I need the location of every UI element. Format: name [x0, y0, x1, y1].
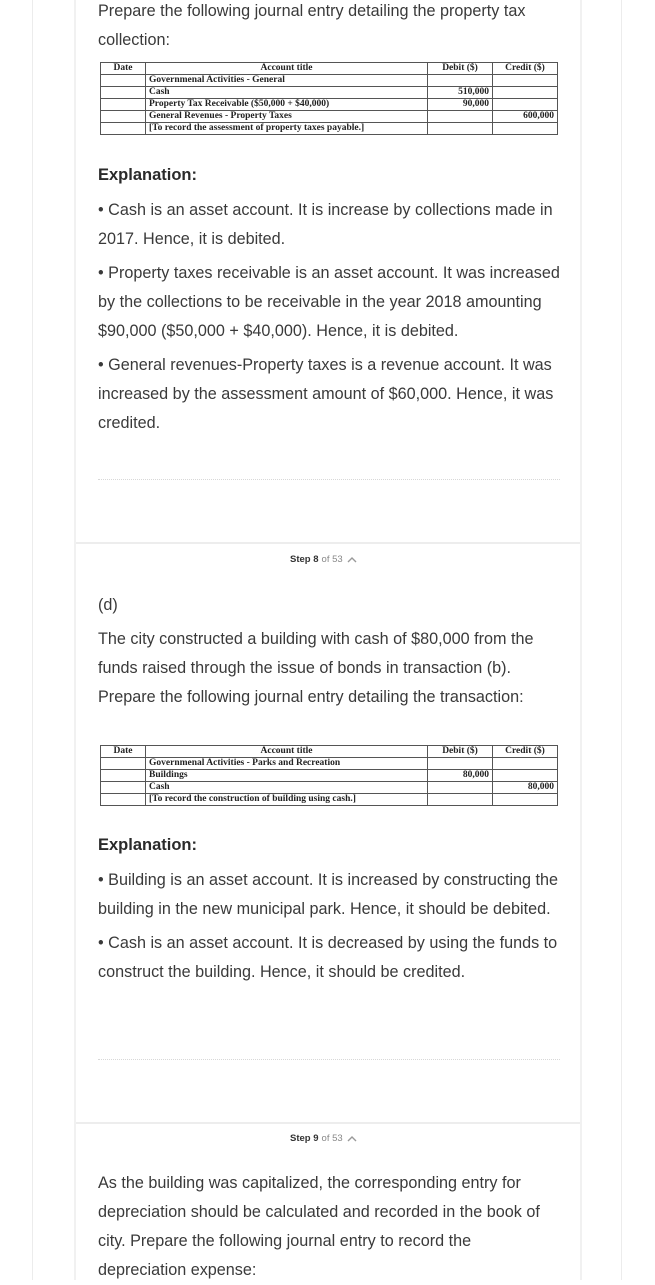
- journal-table: [100, 745, 558, 806]
- cell-date: [101, 782, 146, 794]
- cell-debit: 510,000: [428, 87, 493, 99]
- step7-intro: [98, 0, 560, 55]
- step-total: of 53: [321, 554, 343, 565]
- header-account-title: Account title: [146, 746, 428, 758]
- cell-credit: [493, 87, 558, 99]
- cell-account: General Revenues - Property Taxes: [146, 111, 428, 123]
- step-total: of 53: [321, 1133, 343, 1144]
- table-row: [101, 87, 558, 99]
- table-row: [101, 75, 558, 87]
- cell-date: [101, 794, 146, 806]
- divider: [98, 479, 560, 480]
- chevron-up-icon[interactable]: [346, 555, 358, 565]
- table-row: [101, 111, 558, 123]
- header-date: Date: [101, 746, 146, 758]
- cell-debit: [428, 123, 493, 135]
- header-debit: Debit ($): [428, 746, 493, 758]
- cell-credit: 600,000: [493, 111, 558, 123]
- cell-debit: 90,000: [428, 99, 493, 111]
- cell-debit: [428, 758, 493, 770]
- step-indicator[interactable]: [290, 1133, 358, 1144]
- table-row: [101, 794, 558, 806]
- cell-debit: [428, 782, 493, 794]
- cell-debit: [428, 794, 493, 806]
- part-label: (d): [98, 596, 118, 614]
- cell-credit: [493, 75, 558, 87]
- step-label: Step 9: [290, 1133, 319, 1144]
- cell-credit: [493, 123, 558, 135]
- part-e-text: As the building was capitalized, the corresponding entry for depreciation should be calculated and recorded in the book of city. Prepare the following journal entry to record the depreciation expense:: [98, 1174, 540, 1279]
- explanation-bullet: • Cash is an asset account. It is decreased by using the funds to construct the building. Hence, it should be credited.: [98, 934, 558, 981]
- journal-table-building: [100, 745, 562, 806]
- cell-credit: [493, 758, 558, 770]
- table-row: [101, 123, 558, 135]
- intro-text: Prepare the following journal entry detailing the property tax collection:: [98, 2, 526, 49]
- part-e: [98, 1169, 560, 1285]
- explanation-bullet: • Building is an asset account. It is increased by constructing the building in the new municipal park. Hence, it should be debited.: [98, 871, 559, 918]
- cell-credit: [493, 770, 558, 782]
- explanation-heading: Explanation:: [98, 836, 198, 854]
- header-credit: Credit ($): [493, 746, 558, 758]
- header-credit: Credit ($): [493, 63, 558, 75]
- cell-debit: [428, 75, 493, 87]
- explanation-heading: Explanation:: [98, 166, 198, 184]
- table-row: [101, 782, 558, 794]
- cell-account: [To record the construction of building using cash.]: [146, 794, 428, 806]
- section-separator: [76, 542, 580, 544]
- header-date: Date: [101, 63, 146, 75]
- cell-date: [101, 758, 146, 770]
- cell-debit: [428, 111, 493, 123]
- explanation-bullet: • General revenues-Property taxes is a revenue account. It was increased by the assessment amount of $60,000. Hence, it was credited.: [98, 356, 554, 432]
- cell-credit: [493, 99, 558, 111]
- cell-date: [101, 123, 146, 135]
- cell-date: [101, 770, 146, 782]
- table-header-row: [101, 746, 558, 758]
- part-d-text: The city constructed a building with cash of $80,000 from the funds raised through the issue of bonds in transaction (b). Prepare the following journal entry detailing the transaction:: [98, 630, 534, 706]
- table-header-row: [101, 63, 558, 75]
- step-label: Step 8: [290, 554, 319, 565]
- table-row: [101, 770, 558, 782]
- cell-date: [101, 99, 146, 111]
- cell-credit: 80,000: [493, 782, 558, 794]
- explanation-bullet: • Cash is an asset account. It is increase by collections made in 2017. Hence, it is debited.: [98, 201, 553, 248]
- divider: [98, 1059, 560, 1060]
- cell-date: [101, 75, 146, 87]
- cell-debit: 80,000: [428, 770, 493, 782]
- cell-date: [101, 87, 146, 99]
- cell-date: [101, 111, 146, 123]
- header-account-title: Account title: [146, 63, 428, 75]
- cell-account: Cash: [146, 782, 428, 794]
- journal-table: [100, 62, 558, 135]
- chevron-up-icon[interactable]: [346, 1134, 358, 1144]
- cell-account: Property Tax Receivable ($50,000 + $40,000): [146, 99, 428, 111]
- step-indicator[interactable]: [290, 554, 358, 565]
- cell-account: Governmenal Activities - General: [146, 75, 428, 87]
- cell-account: Buildings: [146, 770, 428, 782]
- explanation-bullet: • Property taxes receivable is an asset account. It was increased by the collections to be receivable in the year 2018 amounting $90,000 ($50,000 + $40,000). Hence, it is debited.: [98, 264, 560, 340]
- table-row: [101, 758, 558, 770]
- explanation-section-1: [98, 162, 560, 438]
- cell-credit: [493, 794, 558, 806]
- cell-account: Governmenal Activities - Parks and Recreation: [146, 758, 428, 770]
- section-separator: [76, 1122, 580, 1124]
- cell-account: [To record the assessment of property taxes payable.]: [146, 123, 428, 135]
- table-row: [101, 99, 558, 111]
- cell-account: Cash: [146, 87, 428, 99]
- part-d: [98, 591, 560, 712]
- header-debit: Debit ($): [428, 63, 493, 75]
- journal-table-property-tax: [100, 62, 562, 135]
- explanation-section-2: [98, 832, 560, 987]
